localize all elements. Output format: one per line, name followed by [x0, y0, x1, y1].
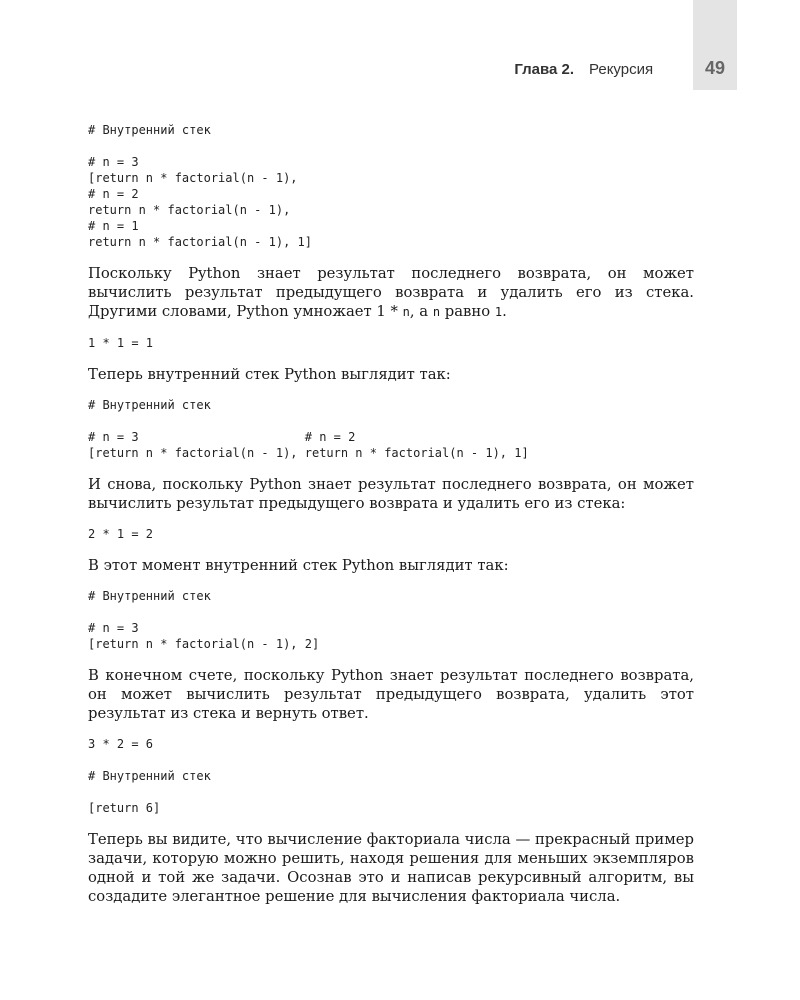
- code-block-multiply-2: 2 * 1 = 2: [88, 527, 154, 541]
- inline-code-n: n: [402, 305, 410, 319]
- inline-code-1: 1: [494, 305, 503, 319]
- paragraph-6: Теперь вы видите, что вычисление факториала числа — прекрасный пример задачи, которую можно решить, находя решения для меньших экземпляров одной и той же задачи. Осознав это и написав рекурсивный алгоритм, вы создадите элегантное решение для вычисления факториала числа.: [88, 831, 695, 905]
- paragraph-1: [88, 264, 694, 322]
- chapter-title: Рекурсия: [589, 61, 654, 78]
- page-number: 49: [704, 58, 726, 78]
- page-body: [88, 122, 694, 906]
- code-block-stack-1: # Внутренний стек # n = 3 [return n * factorial(n - 1), # n = 2 return n * factorial(n - 1), # n = 1 return n * factorial(n - 1), 1]: [88, 123, 312, 249]
- paragraph-5: В конечном счете, поскольку Python знает результат последнего возврата, он может вычислить результат предыдущего возврата, удалить этот результат из стека и вернуть ответ.: [88, 667, 694, 722]
- code-block-multiply-3: 3 * 2 = 6: [88, 737, 154, 751]
- code-block-stack-4-comment: # Внутренний стек: [88, 769, 211, 783]
- chapter-label: Глава 2.: [514, 61, 574, 78]
- inline-code-n-2: n: [432, 305, 441, 319]
- running-header: [0, 58, 800, 82]
- paragraph-2: Теперь внутренний стек Python выглядит так:: [88, 366, 451, 383]
- paragraph-1-mid: , а: [409, 303, 433, 320]
- code-block-multiply-1: 1 * 1 = 1: [88, 336, 154, 350]
- paragraph-1-mid2: равно: [440, 303, 495, 320]
- paragraph-3: И снова, поскольку Python знает результат последнего возврата, он может вычислить результат предыдущего возврата и удалить его из стека:: [88, 476, 694, 512]
- code-block-return-6: [return 6]: [88, 801, 161, 815]
- code-block-stack-3: # Внутренний стек # n = 3 [return n * factorial(n - 1), 2]: [88, 589, 320, 651]
- paragraph-1-end: .: [502, 303, 507, 320]
- code-block-stack-2: # Внутренний стек # n = 3 # n = 2 [return n * factorial(n - 1), return n * factorial(n - 1), 1]: [88, 398, 529, 460]
- paragraph-1-text: Поскольку Python знает результат последнего возврата, он может вычислить результат предыдущего возврата и удалить его из стека. Другими словами, Python умножает 1 *: [88, 265, 694, 320]
- paragraph-4: В этот момент внутренний стек Python выглядит так:: [88, 557, 509, 574]
